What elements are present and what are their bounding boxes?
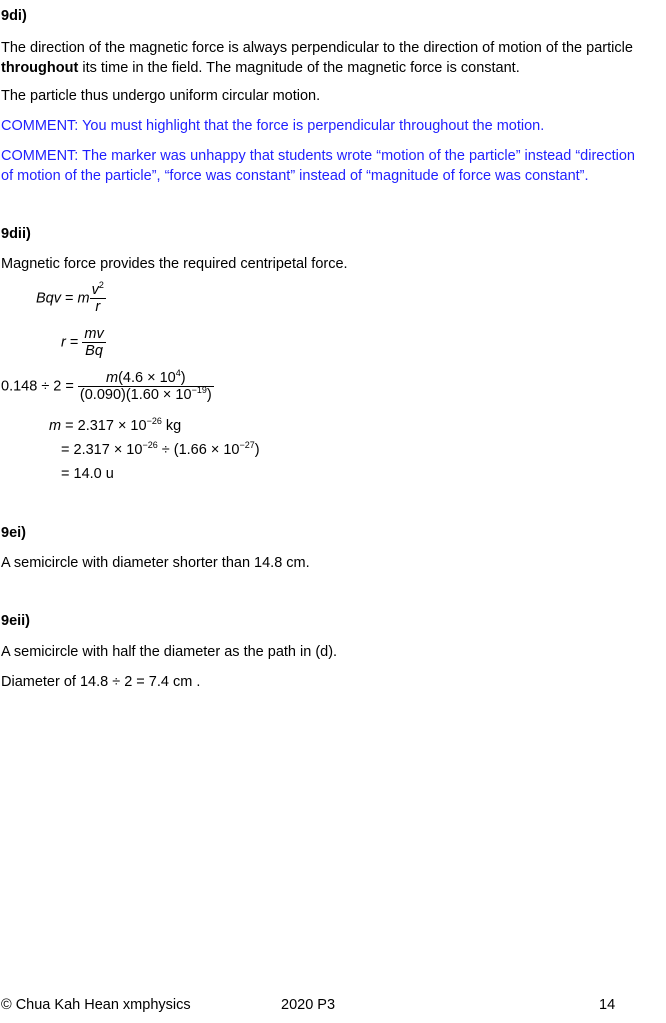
eq3-num-rest: (4.6 × 10: [118, 370, 176, 386]
eq5-b-exp: −27: [239, 440, 255, 450]
paragraph-9di-1-line2: its time in the field. The magnitude of the magnetic force is constant.: [78, 60, 520, 76]
eq3-num-exp: 4: [175, 368, 181, 378]
footer-paper: 2020 P3: [281, 997, 336, 1013]
equation-mass-kg: $m = 2.317 \times 10^{-26}$ kg: [49, 416, 182, 434]
eq1-num: v: [91, 282, 99, 298]
comment-9di-2-line1: COMMENT: The marker was unhappy that students wrote “motion of the particle” instead “direction: [1, 148, 635, 164]
eq1-fraction: [90, 282, 106, 315]
eq1-num-exp: 2: [98, 280, 104, 290]
eq3-fraction: [78, 370, 214, 403]
comment-9di-1: COMMENT: You must highlight that the force is perpendicular throughout the motion.: [1, 118, 545, 134]
comment-9di-2-line2: of motion of the particle”, “force was constant” instead of “magnitude of force was constant”.: [1, 168, 589, 184]
equation-radius: r = $\frac{mv}{Bq}$: [61, 326, 104, 359]
equation-mass-conversion: = $2.317 \times 10^{-26} \div (1.66 \times 10^{-27})$: [61, 440, 260, 458]
eq6-val: 14.0 u: [73, 466, 114, 482]
eq3-lhs: 0.148 ÷ 2: [1, 378, 62, 395]
eq2-den: Bq: [85, 343, 103, 359]
heading-9ei: 9ei): [1, 525, 26, 541]
eq1-lhs: Bqv: [36, 290, 61, 307]
eq4-val: 2.317 × 10: [77, 418, 147, 434]
eq3-den-close: ): [206, 387, 212, 403]
eq5-a: 2.317 × 10: [73, 442, 143, 458]
footer-page-number: 14: [599, 997, 616, 1013]
eq2-fraction: [82, 326, 105, 359]
paragraph-9di-1: [1, 38, 663, 78]
equation-force-balance: Bqv = m $\frac{v^2}{r}$: [36, 280, 104, 315]
paragraph-9eii-2: Diameter of 14.8 ÷ 2 = 7.4 cm .: [1, 674, 201, 690]
eq2-lhs: r: [61, 334, 66, 351]
comment-9di-2: [1, 146, 663, 186]
eq4-exp: −26: [146, 416, 162, 426]
heading-9dii: 9dii): [1, 226, 31, 242]
eq1-den: r: [95, 299, 101, 315]
eq3-den: (0.090)(1.60 × 10: [79, 387, 192, 403]
eq1-m: m: [77, 290, 90, 307]
eq5-a-exp: −26: [142, 440, 158, 450]
eq4-lhs: m: [49, 418, 62, 434]
bold-throughout: throughout: [1, 60, 79, 76]
eq5-close: ): [254, 442, 260, 458]
heading-9di: 9di): [1, 8, 27, 24]
paragraph-9di-1-line1: The direction of the magnetic force is always perpendicular to the direction of motion of the particle: [1, 40, 633, 56]
paragraph-9dii-1: Magnetic force provides the required centripetal force.: [1, 256, 348, 272]
footer-author: © Chua Kah Hean xmphysics: [1, 997, 191, 1013]
equation-substitution: 0.148 ÷ 2 = $\frac{m(4.6 \times 10^4)}{(0.090)(1.60 \times 10^{-19})}$: [1, 368, 212, 403]
paragraph-9di-2: The particle thus undergo uniform circular motion.: [1, 88, 321, 104]
equation-mass-u: = 14.0 u: [61, 466, 114, 482]
eq3-num-close: ): [180, 370, 186, 386]
eq3-num-m: m: [106, 370, 119, 386]
eq3-den-exp: −19: [191, 385, 207, 395]
heading-9eii: 9eii): [1, 613, 31, 629]
eq4-unit: kg: [161, 418, 182, 434]
eq5-b: ÷ (1.66 × 10: [157, 442, 240, 458]
paragraph-9eii-1: A semicircle with half the diameter as the path in (d).: [1, 644, 338, 660]
eq2-num: mv: [84, 326, 104, 342]
paragraph-9ei-1: A semicircle with diameter shorter than 14.8 cm.: [1, 555, 310, 571]
